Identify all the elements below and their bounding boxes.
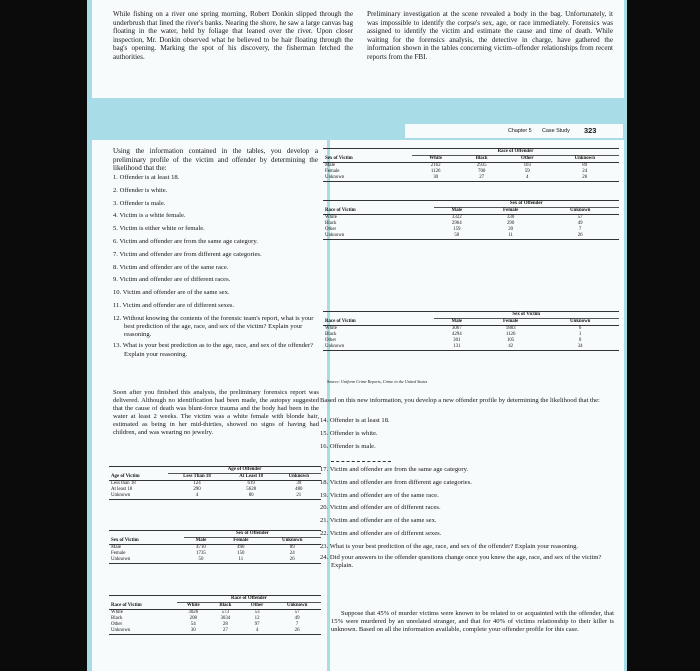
col-header: Male (434, 319, 480, 326)
cell: 97 (254, 622, 260, 627)
cell: 1 (578, 332, 582, 337)
cell: 26 (273, 628, 321, 635)
cell: 4294 (451, 332, 462, 337)
question-13: 13. What is your best prediction as to the age, race, and sex of the offender? Explain your reasoning. (113, 342, 314, 358)
question-4: 4. Victim is a white female. (113, 212, 186, 220)
cell: 2964 (451, 221, 462, 226)
cell: 50 (184, 557, 218, 564)
cell: 26 (541, 233, 619, 240)
cell: 24 (582, 169, 588, 174)
row-label: Unknown (109, 557, 184, 564)
question-8: 8. Victim and offender are of the same race. (113, 263, 229, 271)
question-19: 19. Victim and offender are of the same race. (320, 491, 439, 499)
row-label: At least 18 (111, 487, 133, 492)
cell: 20 (508, 227, 514, 232)
cell: 26 (550, 175, 619, 182)
question-10: 10. Victim and offender are of the same sex. (113, 289, 230, 297)
cell: 6 (578, 326, 582, 331)
table-age-victim-offender (109, 466, 321, 500)
intro-right-text: Preliminary investigation at the scene revealed a body in the bag. Unfortunately, it was impossible to identify the corpse's sex, age, or race immediately. Forensics was assigned to identify the victim and estimate the cause and time of death. While waiting for the forensics analysis, the detective in charge, have gathered the information shown in the tables concerning victim–offender relationships from recent reports from the FBI. (367, 10, 613, 61)
col-header: Male (434, 208, 480, 215)
cell: 89 (289, 545, 295, 550)
cell: 27 (210, 628, 241, 635)
cell: 124 (193, 481, 201, 486)
section-label: Case Study (542, 128, 570, 134)
question-17: 17. Victim and offender are from the same age category. (320, 466, 469, 473)
cell: 54 (190, 622, 196, 627)
col-header: White (177, 603, 210, 610)
cell: 49 (294, 616, 300, 621)
cell: 7 (578, 227, 582, 232)
cell: 1735 (196, 551, 206, 556)
cell: 12 (254, 616, 260, 621)
row-label: Male (325, 163, 336, 168)
row-label: Black (111, 616, 123, 621)
cell: 3322 (451, 215, 462, 220)
cell: 30 (177, 628, 210, 635)
cell: 80 (226, 493, 277, 500)
row-label: Unknown (109, 493, 168, 500)
row-label: Unknown (323, 344, 434, 351)
cell: 700 (478, 169, 486, 174)
row-label: Unknown (323, 233, 434, 240)
table-stub-header: Race of Victim (323, 319, 434, 326)
cell: 490 (237, 545, 245, 550)
cell: 290 (506, 221, 515, 226)
cell: 290 (193, 487, 201, 492)
cell: 34 (541, 344, 619, 351)
col-header: Unknown (541, 208, 619, 215)
col-header: At Least 18 (226, 474, 277, 481)
table-group-header: Sex of Offender (184, 531, 321, 538)
table-stub-header: Sex of Victim (109, 538, 184, 545)
question-11: 11. Victim and offender are of different sexes. (113, 301, 235, 309)
cell: 150 (237, 551, 245, 556)
table-race-victim-sex-offender (323, 200, 619, 240)
col-header: Other (504, 156, 550, 163)
cell: 57 (577, 215, 583, 220)
question-7: 7. Victim and offender are from different age categories. (113, 250, 262, 258)
row-label: Female (325, 169, 340, 174)
cell: 11 (218, 557, 263, 564)
table-source-note: Source: Uniform Crime Reports, Crime in the United States (327, 379, 428, 384)
cell: 24 (289, 551, 295, 556)
cell: 4710 (196, 545, 206, 550)
table-group-header: Age of Offender (168, 467, 321, 474)
row-label: Other (325, 227, 337, 232)
cell: 3067 (451, 326, 462, 331)
intro-left-text: While fishing on a river one spring morning, Robert Donkin slipped through the underbrush that lined the river's banks. Nearing the shore, he saw a large canvas bag floating in the water, held by foliage that leaned over the river. Upon closer inspection, Mr. Donkin observed what he believed to be hair floating through the bag's opening. Marking the spot of his discovery, the fisherman fetched the authorities. (113, 10, 353, 61)
cell: 619 (247, 481, 255, 486)
question-21: 21. Victim and offender are of the same sex. (320, 517, 437, 525)
cell: 50 (434, 233, 480, 240)
question-12: 12. Without knowing the contents of the forensic team's report, what is your best prediction of the age, race, and sex of the victim? Explain your reasoning. (113, 314, 314, 339)
cell: 7 (295, 622, 299, 627)
table-stub-header: Sex of Victim (323, 156, 412, 163)
cell: 28 (222, 622, 228, 627)
col-header: Female (218, 538, 263, 545)
cell: 21 (277, 493, 321, 500)
question-5: 5. Victim is either white or female. (113, 225, 205, 233)
cell: 4 (168, 493, 226, 500)
textbook-page (87, 0, 627, 671)
col-header: Female (480, 208, 541, 215)
row-label: Black (325, 332, 337, 337)
cell: 573 (221, 610, 229, 615)
table-group-header: Race of Offender (177, 596, 321, 603)
chapter-label: Chapter 5 (508, 128, 532, 134)
table-stub-header: Race of Victim (323, 208, 434, 215)
row-label: Other (111, 622, 123, 627)
cell: 39 (296, 481, 302, 486)
row-label: White (325, 326, 337, 331)
table-group-header: Sex of Victim (434, 312, 619, 319)
question-23: 23. What is your best prediction of the age, race, and sex of the offender? Explain your reasoning. (320, 542, 579, 550)
cell: 26 (263, 557, 321, 564)
cell: 53 (254, 610, 260, 615)
col-header: Other (241, 603, 273, 610)
cell: 42 (480, 344, 541, 351)
question-1: 1. Offender is at least 18. (113, 174, 180, 181)
page-fold-rule (331, 461, 391, 462)
row-label: White (111, 610, 123, 615)
question-14: 14. Offender is at least 18. (320, 417, 390, 424)
question-24: 24. Did your answers to the offender questions change once you knew the age, race, and sex of the victim? Explain. (320, 553, 602, 570)
cell: 4 (241, 628, 273, 635)
col-header: Unknown (263, 538, 321, 545)
cell: 30 (412, 175, 459, 182)
cell: 0 (578, 338, 582, 343)
row-label: Other (325, 338, 337, 343)
question-list-right-b (320, 464, 614, 573)
table-sex-victim-race-offender (323, 148, 619, 182)
table-race-victim-sex-victim (323, 311, 619, 351)
col-header: Male (184, 538, 218, 545)
forensics-story: Soon after you finished this analysis, the preliminary forensics report was delivered. Although no identification had been made, the autopsy suggested that the cause of death was blunt-force trauma and the body had been in the water at least 2 weeks. The victim was a white female with blonde hair, estimated as being in her mid-thirties, showed no signs of having had children, and was wearing no jewelry. (113, 389, 319, 436)
new-profile-intro: Based on this new information, you develop a new offender profile by determining the likelihood that the: (320, 397, 600, 404)
question-list-left (113, 172, 323, 362)
table-group-header: Sex of Offender (434, 201, 619, 208)
question-15: 15. Offender is white. (320, 429, 378, 437)
cell: 159 (453, 227, 461, 232)
row-label: Black (325, 221, 337, 226)
row-label: Male (111, 545, 122, 550)
col-header: Unknown (277, 474, 321, 481)
row-label: Unknown (323, 175, 412, 182)
page-number: 323 (584, 126, 597, 135)
cell: 89 (582, 163, 588, 168)
cell: 57 (294, 610, 300, 615)
col-header: Unknown (541, 319, 619, 326)
cell: 4 (504, 175, 550, 182)
question-list-right-a (320, 415, 614, 453)
question-16: 16. Offender is male. (320, 442, 376, 450)
row-label: Unknown (109, 628, 177, 635)
table-stub-header: Age of Victim (109, 474, 168, 481)
question-3: 3. Offender is male. (113, 199, 166, 207)
table-race-victim-offender (109, 595, 321, 635)
question-6: 6. Victim and offender are from the same age category. (113, 237, 258, 245)
cell: 49 (577, 221, 583, 226)
cell: 3034 (220, 616, 231, 621)
cell: 131 (434, 344, 480, 351)
table-stub-header: Race of Victim (109, 603, 177, 610)
question-9: 9. Victim and offender are of different races. (113, 276, 231, 284)
cell: 5628 (246, 487, 257, 492)
cell: 330 (506, 215, 515, 220)
closing-paragraph: Suppose that 45% of murder victims were known to be related to or acquainted with the offender, that 15% were murdered by an unrelated stranger, and that for 40% of victims relationship to their killer is unknown. Based on all the information available, complete your offender profile for this case. (331, 610, 614, 633)
cell: 27 (459, 175, 504, 182)
question-22: 22. Victim and offender are of different sexes. (320, 529, 442, 537)
question-2: 2. Offender is white. (113, 186, 168, 194)
col-header: Black (459, 156, 504, 163)
row-label: White (325, 215, 337, 220)
col-header: Less Than 18 (168, 474, 226, 481)
row-label: Female (111, 551, 126, 556)
cell: 105 (506, 338, 515, 343)
question-18: 18. Victim and offender are from different age categories. (320, 478, 472, 486)
col-header: White (412, 156, 459, 163)
cell: 2162 (430, 163, 441, 168)
row-label: Less than 18 (111, 481, 136, 486)
cell: 1126 (505, 332, 516, 337)
cell: 2935 (476, 163, 487, 168)
cell: 11 (480, 233, 541, 240)
table-sex-victim-offender (109, 530, 321, 564)
cell: 103 (523, 163, 531, 168)
col-header: Female (480, 319, 541, 326)
cell: 208 (189, 616, 197, 621)
col-header: Black (210, 603, 241, 610)
col-header: Unknown (273, 603, 321, 610)
question-20: 20. Victim and offender are of different races. (320, 504, 441, 512)
cell: 1883 (505, 326, 516, 331)
profile-prompt: Using the information contained in the tables, you develop a preliminary profile of the victim and offender by determining the likelihood that the: (113, 147, 318, 173)
col-header: Unknown (550, 156, 619, 163)
cell: 480 (295, 487, 303, 492)
cell: 1126 (430, 169, 441, 174)
cell: 59 (524, 169, 530, 174)
cell: 3026 (188, 610, 199, 615)
table-group-header: Race of Offender (412, 149, 619, 156)
cell: 301 (453, 338, 461, 343)
